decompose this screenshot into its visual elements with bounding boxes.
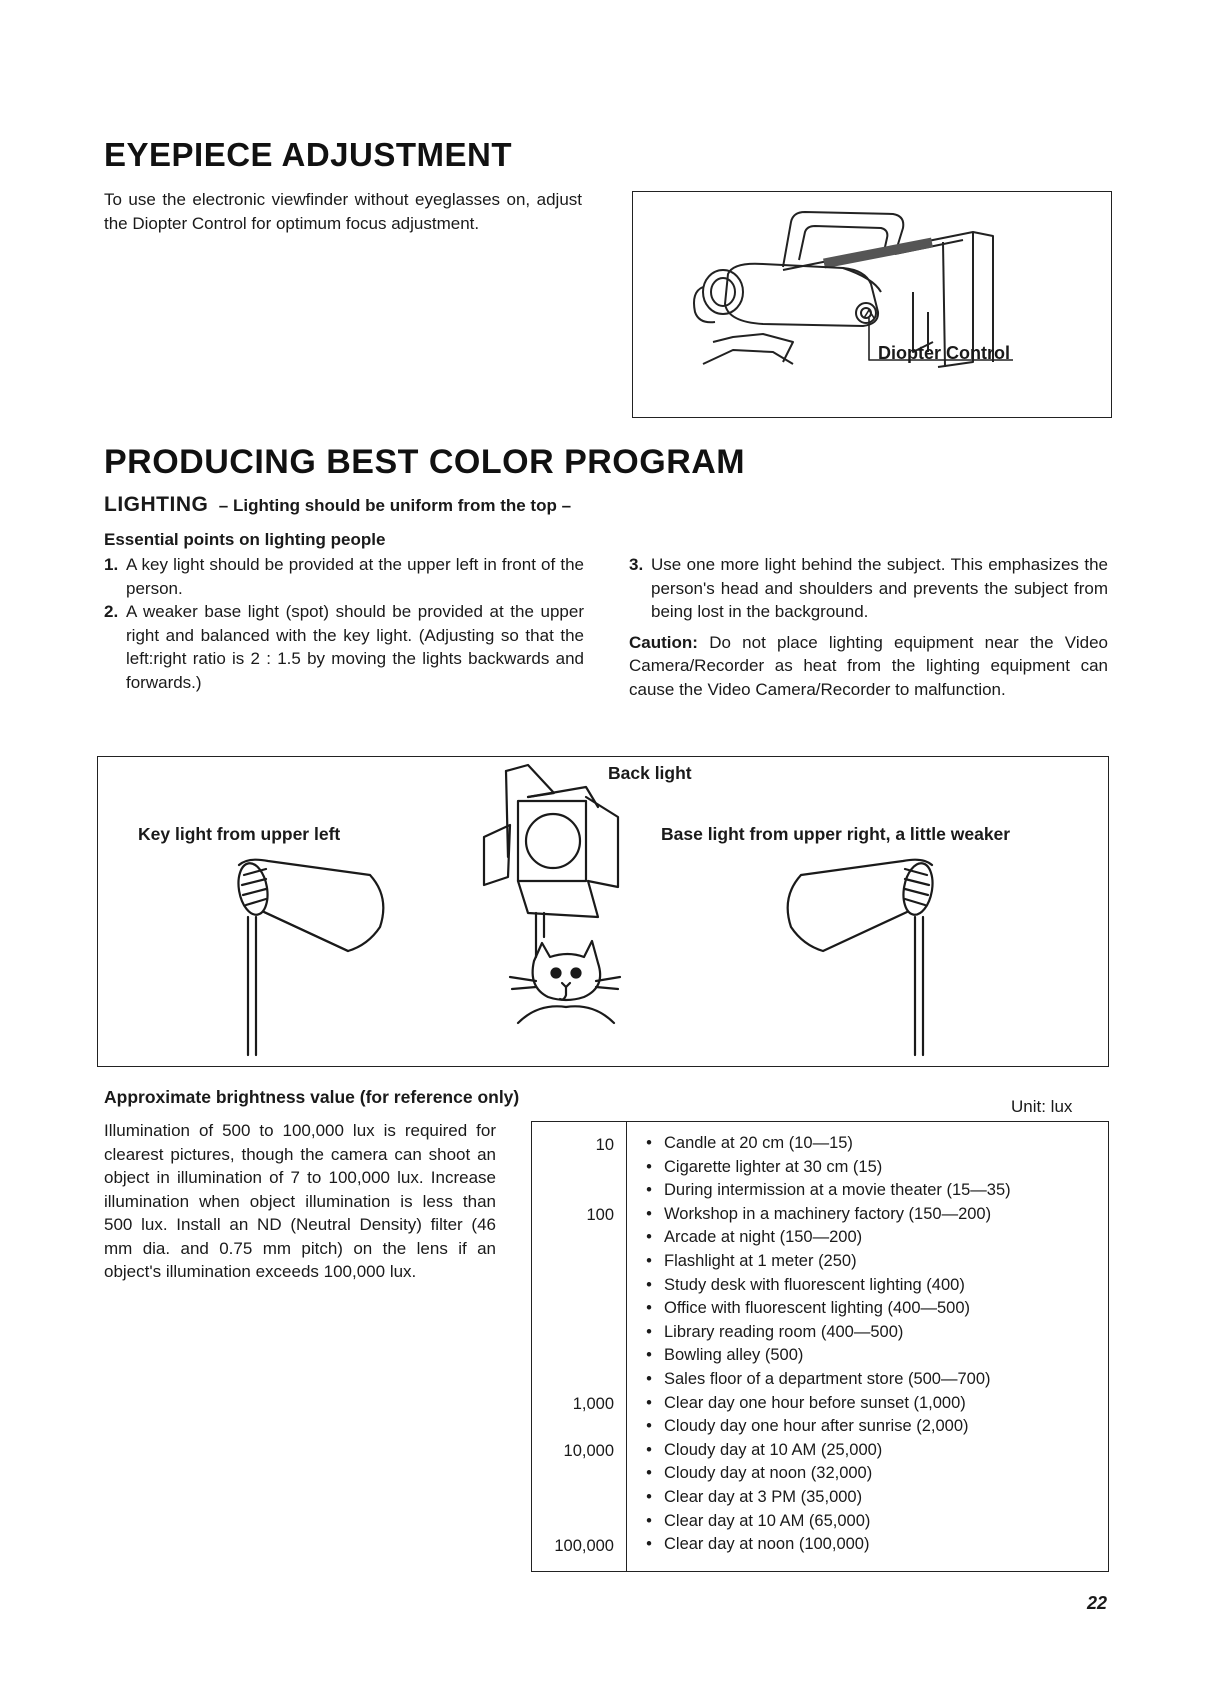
list-item: • Clear day at 10 AM (65,000) bbox=[640, 1510, 1011, 1534]
lux-examples bbox=[640, 1132, 1011, 1557]
key-light-icon bbox=[235, 860, 384, 1055]
lux-scale-value: 10,000 bbox=[563, 1442, 614, 1460]
point-item bbox=[104, 553, 584, 600]
list-item: • Clear day one hour before sunset (1,000) bbox=[640, 1392, 1011, 1416]
base-light-icon bbox=[788, 860, 937, 1055]
list-item: • During intermission at a movie theater (15—35) bbox=[640, 1179, 1011, 1203]
list-item: • Clear day at noon (100,000) bbox=[640, 1533, 1011, 1557]
list-item: • Cloudy day at 10 AM (25,000) bbox=[640, 1439, 1011, 1463]
lux-scale-value: 1,000 bbox=[572, 1395, 614, 1413]
caution-text: Do not place lighting equipment near the Video Camera/Recorder as heat from the lighting equipment can cause the Video Camera/Recorder to malfunction. bbox=[629, 632, 1108, 699]
point-text: Use one more light behind the subject. This emphasizes the person's head and shoulders and prevents the subject from being lost in the background. bbox=[651, 555, 1108, 621]
point-item bbox=[629, 553, 1108, 624]
eyepiece-title: EYEPIECE ADJUSTMENT bbox=[104, 136, 513, 173]
list-item: • Study desk with fluorescent lighting (400) bbox=[640, 1274, 1011, 1298]
lux-divider bbox=[626, 1122, 627, 1571]
essential-heading: Essential points on lighting people bbox=[104, 530, 386, 549]
point-number: 1. bbox=[104, 555, 119, 574]
lighting-sub: – Lighting should be uniform from the top – bbox=[218, 496, 572, 515]
point-text: A weaker base light (spot) should be provided at the upper right and balanced with the key light. (Adjusting so that the left:right ratio is 2 : 1.5 by moving the lights backwards and forwards.) bbox=[126, 602, 584, 692]
points-right bbox=[629, 553, 1108, 701]
point-number: 3. bbox=[629, 555, 644, 574]
brightness-title: Approximate brightness value (for reference only) bbox=[104, 1087, 520, 1107]
point-item bbox=[104, 600, 584, 694]
producing-title: PRODUCING BEST COLOR PROGRAM bbox=[104, 443, 746, 481]
list-item: • Bowling alley (500) bbox=[640, 1344, 1011, 1368]
lighting-illustration bbox=[98, 757, 1107, 1065]
page-number: 22 bbox=[1087, 1593, 1108, 1613]
eyepiece-body: To use the electronic viewfinder without eyeglasses on, adjust the Diopter Control for optimum focus adjustment. bbox=[104, 190, 582, 233]
lux-scale bbox=[532, 1122, 614, 1571]
list-item: • Sales floor of a department store (500—700) bbox=[640, 1368, 1011, 1392]
list-item: • Library reading room (400—500) bbox=[640, 1321, 1011, 1345]
list-item: • Candle at 20 cm (10—15) bbox=[640, 1132, 1011, 1156]
brightness-body: Illumination of 500 to 100,000 lux is required for clearest pictures, though the camera can shoot an object in illumination of 7 to 100,000 lux. Increase illumination when object illumination is less than 500 lux. Install an ND (Neutral Density) filter (46 mm dia. and 0.75 mm pitch) on the lens if an object's illumination exceeds 100,000 lux. bbox=[104, 1121, 496, 1281]
diopter-control-label: Diopter Control bbox=[878, 343, 1010, 363]
points-left bbox=[104, 553, 584, 694]
base-light-label: Base light from upper right, a little weaker bbox=[661, 824, 1011, 844]
unit-label: Unit: lux bbox=[1011, 1097, 1073, 1116]
list-item: • Cloudy day at noon (32,000) bbox=[640, 1462, 1011, 1486]
caution-label: Caution: bbox=[629, 632, 698, 652]
lux-table bbox=[531, 1121, 1109, 1572]
list-item: • Workshop in a machinery factory (150—200) bbox=[640, 1203, 1011, 1227]
key-light-label: Key light from upper left bbox=[138, 824, 341, 844]
lighting-head: LIGHTING bbox=[104, 493, 209, 516]
list-item: • Office with fluorescent lighting (400—500) bbox=[640, 1297, 1011, 1321]
lighting-heading bbox=[104, 493, 571, 517]
list-item: • Arcade at night (150—200) bbox=[640, 1226, 1011, 1250]
list-item: • Flashlight at 1 meter (250) bbox=[640, 1250, 1011, 1274]
caution-note bbox=[629, 631, 1108, 702]
lux-scale-value: 100,000 bbox=[554, 1537, 614, 1555]
list-item: • Cloudy day one hour after sunrise (2,000) bbox=[640, 1415, 1011, 1439]
point-number: 2. bbox=[104, 602, 119, 621]
back-light-icon bbox=[484, 765, 618, 957]
list-item: • Clear day at 3 PM (35,000) bbox=[640, 1486, 1011, 1510]
lux-scale-value: 100 bbox=[586, 1206, 614, 1224]
camera-figure bbox=[632, 191, 1112, 418]
lux-scale-value: 10 bbox=[595, 1136, 614, 1154]
list-item: • Cigarette lighter at 30 cm (15) bbox=[640, 1156, 1011, 1180]
point-text: A key light should be provided at the upper left in front of the person. bbox=[126, 555, 584, 598]
camcorder-illustration bbox=[633, 192, 1110, 416]
back-light-label: Back light bbox=[608, 763, 692, 783]
cat-subject-icon bbox=[510, 941, 620, 1023]
lighting-diagram bbox=[97, 756, 1109, 1067]
